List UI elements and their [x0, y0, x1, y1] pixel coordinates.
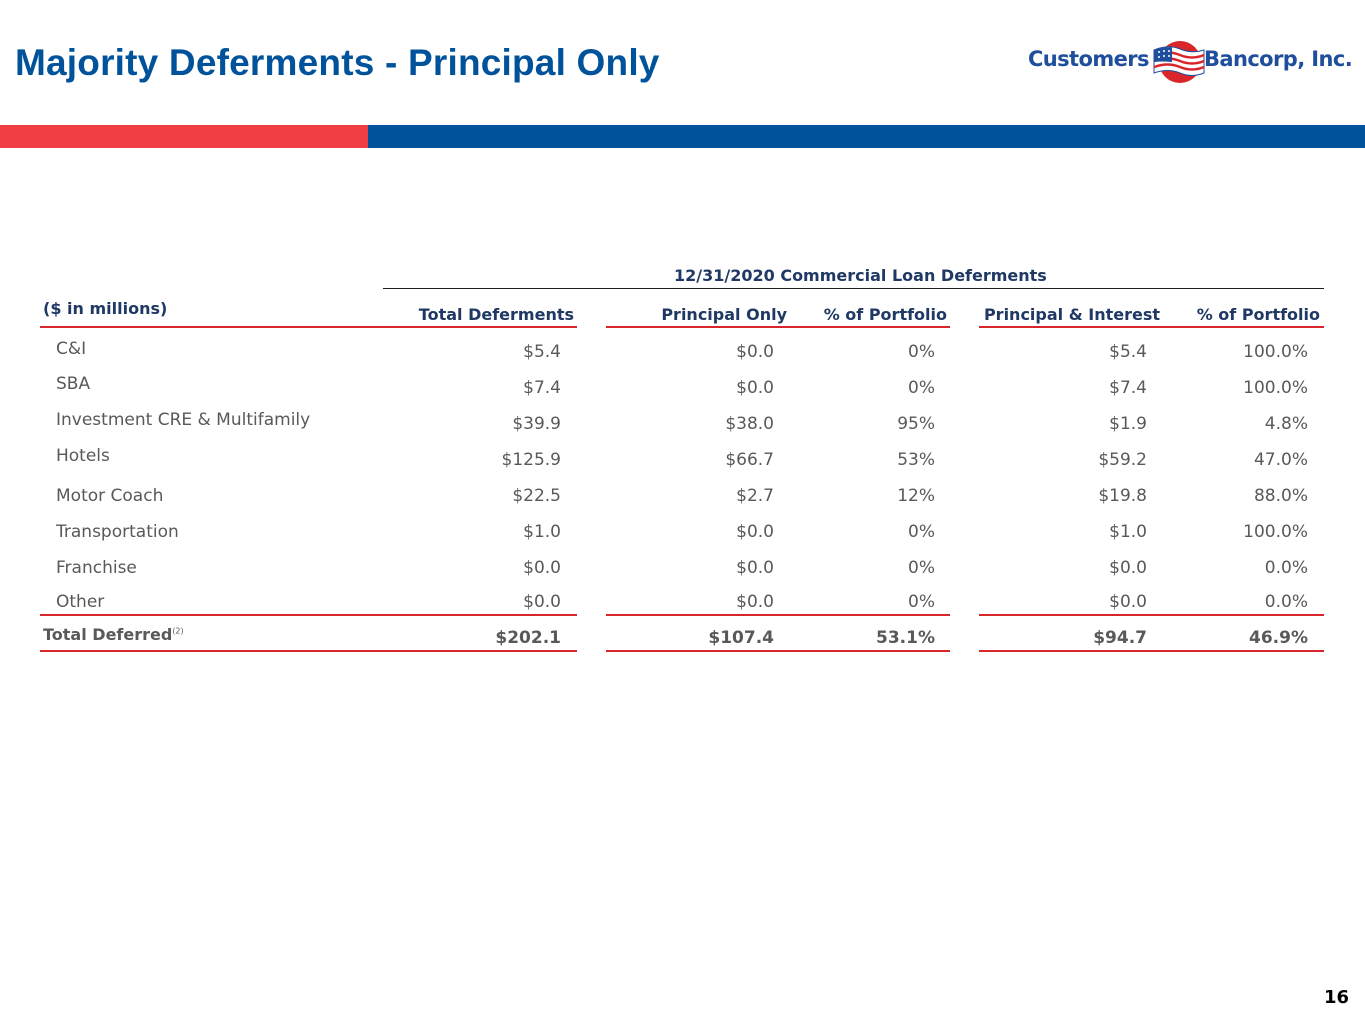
total-top-rule-left: [40, 614, 577, 616]
total-bottom-rule-right: [979, 650, 1324, 652]
cell-principal-only: $0.0: [736, 558, 774, 578]
cell-pct-pi: 4.8%: [1264, 414, 1308, 434]
cell-principal-only: $0.0: [736, 522, 774, 542]
cell-principal-interest: $1.9: [1109, 414, 1147, 434]
cell-total: $0.0: [523, 558, 561, 578]
cell-pct-principal: 0%: [908, 378, 935, 398]
row-label: SBA: [56, 374, 91, 394]
cell-pct-pi: 0.0%: [1264, 558, 1308, 578]
cell-total: $7.4: [523, 378, 561, 398]
cell-principal-interest: $7.4: [1109, 378, 1147, 398]
unit-label: ($ in millions): [43, 299, 168, 318]
cell-principal-interest: $0.0: [1109, 592, 1147, 612]
cell-pct-pi: 100.0%: [1243, 378, 1308, 398]
cell-pct-principal: 12%: [897, 486, 935, 506]
cell-principal-interest: $19.8: [1098, 486, 1147, 506]
header-rule-left: [40, 326, 577, 328]
row-label: Other: [56, 592, 105, 612]
cell-principal-interest: $0.0: [1109, 558, 1147, 578]
total-cell-pct-principal: 53.1%: [876, 628, 935, 648]
cell-principal-only: $0.0: [736, 592, 774, 612]
cell-principal-only: $0.0: [736, 378, 774, 398]
cell-principal-interest: $59.2: [1098, 450, 1147, 470]
group-header: 12/31/2020 Commercial Loan Deferments: [674, 266, 1047, 285]
group-header-rule: [383, 288, 1324, 289]
flag-icon: [1150, 40, 1206, 84]
header-band-red: [0, 125, 368, 148]
row-label: Franchise: [56, 558, 137, 578]
row-label: Investment CRE & Multifamily: [56, 410, 311, 430]
cell-pct-principal: 0%: [908, 342, 935, 362]
footnote-marker: (2): [172, 626, 184, 636]
total-row-label: [43, 625, 184, 644]
page-number: 16: [1323, 987, 1349, 1008]
col-header-principal-only: Principal Only: [661, 305, 787, 324]
cell-pct-principal: 53%: [897, 450, 935, 470]
total-bottom-rule-middle: [606, 650, 950, 652]
header-band-blue: [368, 125, 1365, 148]
cell-pct-principal: 0%: [908, 592, 935, 612]
total-cell-pct-pi: 46.9%: [1249, 628, 1308, 648]
total-top-rule-right: [979, 614, 1324, 616]
cell-total: $0.0: [523, 592, 561, 612]
cell-principal-only: $2.7: [736, 486, 774, 506]
cell-total: $125.9: [501, 450, 561, 470]
cell-principal-interest: $5.4: [1109, 342, 1147, 362]
cell-pct-principal: 0%: [908, 558, 935, 578]
cell-principal-interest: $1.0: [1109, 522, 1147, 542]
logo-text-bancorp: Bancorp, Inc.: [1204, 47, 1353, 71]
row-label: Motor Coach: [56, 486, 164, 506]
col-header-principal-interest: Principal & Interest: [983, 305, 1160, 324]
total-top-rule-middle: [606, 614, 950, 616]
total-bottom-rule-left: [40, 650, 577, 652]
cell-principal-only: $38.0: [725, 414, 774, 434]
col-header-pct-portfolio-pi: % of Portfolio: [1196, 305, 1320, 324]
cell-pct-pi: 88.0%: [1253, 486, 1308, 506]
logo-text-customers: Customers: [1028, 47, 1149, 71]
header-rule-middle: [606, 326, 950, 328]
row-label: C&I: [56, 339, 87, 359]
col-header-pct-portfolio-principal: % of Portfolio: [823, 305, 947, 324]
cell-total: $5.4: [523, 342, 561, 362]
total-cell-total: $202.1: [495, 628, 561, 648]
total-label-text: Total Deferred: [43, 625, 173, 644]
cell-principal-only: $66.7: [725, 450, 774, 470]
total-cell-principal-interest: $94.7: [1093, 628, 1147, 648]
row-label: Transportation: [56, 522, 179, 542]
col-header-total-deferments: Total Deferments: [418, 305, 574, 324]
cell-pct-pi: 100.0%: [1243, 342, 1308, 362]
cell-pct-principal: 95%: [897, 414, 935, 434]
cell-pct-pi: 100.0%: [1243, 522, 1308, 542]
header-rule-right: [979, 326, 1324, 328]
cell-total: $1.0: [523, 522, 561, 542]
cell-pct-principal: 0%: [908, 522, 935, 542]
cell-total: $39.9: [512, 414, 561, 434]
cell-principal-only: $0.0: [736, 342, 774, 362]
slide-title: Majority Deferments - Principal Only: [15, 42, 660, 83]
customers-bancorp-logo: [1028, 40, 1358, 84]
cell-total: $22.5: [512, 486, 561, 506]
total-cell-principal-only: $107.4: [708, 628, 774, 648]
cell-pct-pi: 47.0%: [1253, 450, 1308, 470]
row-label: Hotels: [56, 446, 110, 466]
cell-pct-pi: 0.0%: [1264, 592, 1308, 612]
